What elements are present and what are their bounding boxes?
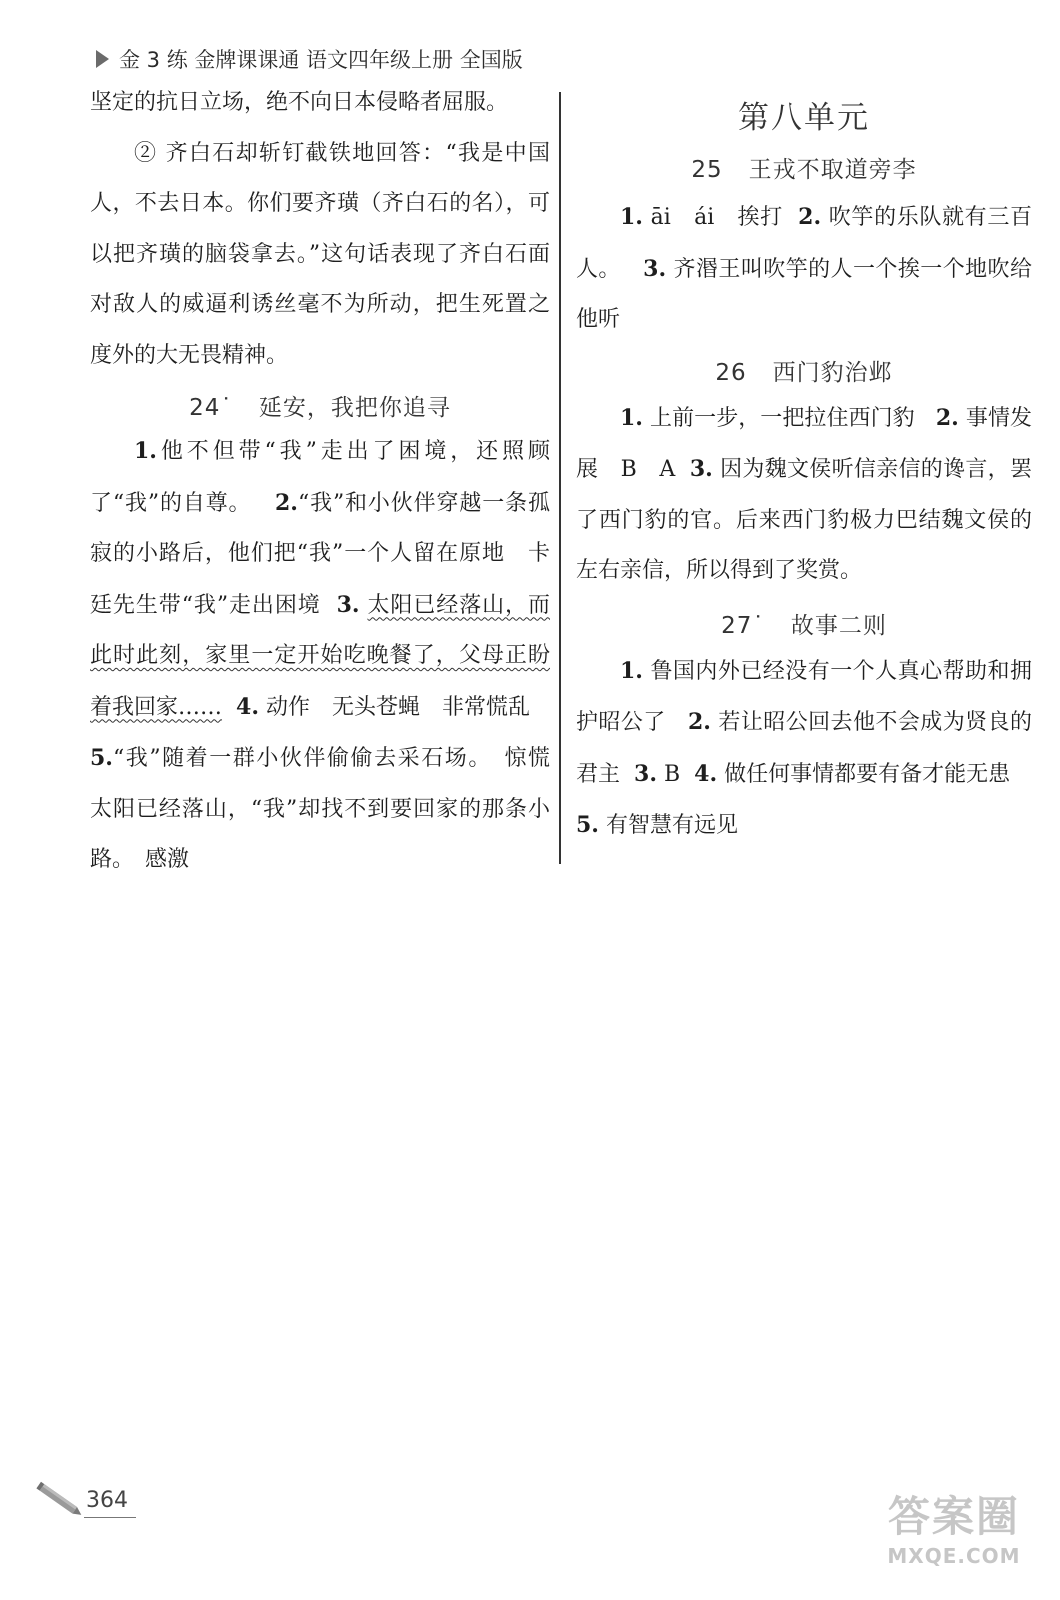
answer-text: 齐湣王叫吹竽的人一个挨一个地吹给他听 [576, 256, 1032, 332]
page-header [96, 44, 523, 74]
answer-number: 3. [634, 760, 657, 787]
answer-text: B [663, 761, 681, 787]
section-27-name: 故事二则 [790, 612, 887, 639]
left-paragraph-2: ② 齐白石却斩钉截铁地回答：“我是中国人，不去日本。你们要齐璜（齐白石的名），可以把齐璜的脑袋拿去。”这句话表现了齐白石面对敌人的威逼利诱丝毫不为所动，把生死置之度外的大无畏精神。 [90, 140, 550, 368]
answer-text: 鲁国内外已经没有一个人真心帮助和拥护昭公了 [576, 658, 1032, 735]
section-24-answers-continued [90, 733, 573, 886]
watermark-logo: 答案圈 [887, 1492, 1020, 1541]
section-24-answers [90, 426, 550, 733]
section-26-title [576, 354, 1032, 387]
triangle-icon [96, 50, 109, 68]
answer-number: 4. [694, 760, 718, 787]
left-paragraph-1: 坚定的抗日立场，绝不向日本侵略者屈服。 [90, 90, 509, 115]
page-number-underline [84, 1517, 136, 1518]
section-25-number: 25 [691, 157, 723, 183]
section-26-number: 26 [715, 359, 747, 386]
unit-title: 第八单元 [738, 100, 870, 136]
answer-text: 做任何事情都要有备才能无患 [724, 761, 1011, 787]
answer-number: 3. [689, 456, 713, 482]
answer-number: 3. [643, 255, 667, 282]
section-26-name: 西门豹治邺 [772, 359, 893, 386]
answer-number: 1. [134, 438, 157, 464]
answer-number: 2. [935, 404, 959, 431]
section-25-title [576, 151, 1032, 184]
answer-number: 4. [236, 693, 259, 720]
section-24-name: 延安，我把你追寻 [258, 395, 451, 421]
answer-text: 动作 无头苍蝇 非常慌乱 [265, 694, 530, 720]
answer-text: “我”随着一群小伙伴偷偷去采石场。 惊慌 太阳已经落山，“我”却找不到要回家的那条小路。 感激 [90, 746, 573, 872]
answer-text: 他不但带“我”走出了困境，还照顾了“我”的自尊。 [90, 439, 550, 516]
section-27-number: 27˙ [721, 612, 765, 639]
answer-number: 1. [620, 404, 643, 431]
answer-number: 1. [620, 657, 643, 684]
answer-text: 有智慧有远见 [605, 813, 738, 838]
right-column [576, 78, 1032, 852]
wavy-underlined-text: 太阳已经落山，而此时此刻，家里一定开始吃晚餐了，父母正盼着我回家…… [90, 592, 550, 720]
answer-text: 因为魏文侯听信亲信的谗言，罢了西门豹的官。后来西门豹极力巴结魏文侯的左右亲信，所以得到了奖赏。 [576, 457, 1032, 583]
header-text: 金 3 练 金牌课课通 语文四年级上册 全国版 [119, 48, 523, 72]
answer-number: 5. [576, 812, 599, 838]
answer-number: 5. [90, 745, 113, 771]
watermark [874, 1490, 1034, 1588]
answer-number: 2. [798, 204, 822, 230]
answer-number: 1. [620, 204, 643, 230]
answer-number: 2. [688, 709, 711, 735]
answer-text: 事情发展 B A [576, 405, 1033, 482]
answer-number: 3. [336, 591, 360, 618]
section-25-name: 王戎不取道旁李 [748, 157, 917, 183]
page-number: 364 [86, 1488, 128, 1513]
section-26-answers [576, 393, 1032, 597]
section-24-title [90, 389, 550, 422]
answer-text: 上前一步，一把拉住西门豹 [650, 405, 915, 431]
section-27-title [576, 607, 1032, 640]
section-27-answers-continued [576, 800, 1032, 852]
answer-text: “我”和小伙伴穿越一条孤寂的小路后，他们把“我”一个人留在原地 卡廷先生带“我”走出困境 [90, 490, 550, 618]
watermark-url: MXQE.COM [887, 1544, 1021, 1568]
left-column [90, 78, 573, 886]
section-25-answers [576, 192, 1032, 346]
answer-text: 若让昭公回去他不会成为贤良的君主 [576, 710, 1032, 787]
section-24-number: 24˙ [189, 395, 233, 421]
section-27-answers [576, 646, 1032, 801]
answer-number: 2. [275, 489, 298, 516]
answer-text: āi ái 挨打 [650, 205, 783, 230]
answer-text: 吹竽的乐队就有三百人。 [576, 205, 1032, 282]
pencil-icon [32, 1478, 88, 1526]
